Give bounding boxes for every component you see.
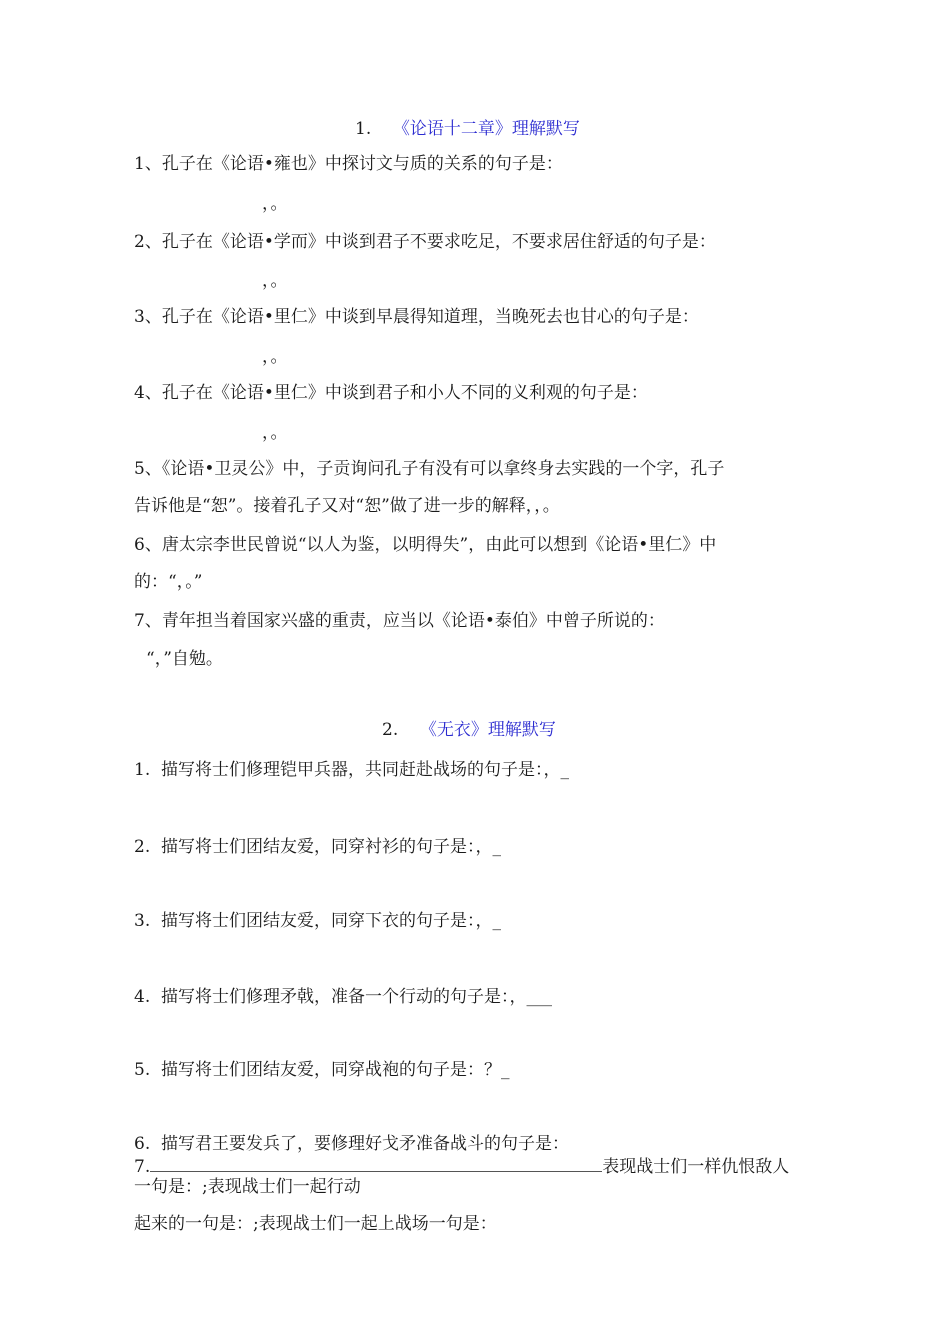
s1-a5: 告诉他是“恕”。接着孔子又对“恕”做了进一步的解释，，。 <box>134 496 560 516</box>
s1-q3: 3、孔子在《论语•里仁》中谈到早晨得知道理，当晚死去也甘心的句子是： <box>134 307 699 327</box>
s1-q2: 2、孔子在《论语•学而》中谈到君子不要求吃足，不要求居住舒适的句子是： <box>134 232 716 252</box>
s1-q4: 4、孔子在《论语•里仁》中谈到君子和小人不同的义利观的句子是： <box>134 383 648 403</box>
section2-title: 《无衣》理解默写 <box>419 720 556 740</box>
s1-a7: “，”自勉。 <box>146 649 223 669</box>
s2-q3: 3. 描写将士们团结友爱，同穿下衣的句子是：，_ <box>134 911 502 931</box>
s2-q7-after-blank: 表现战士们一样仇恨敌人 <box>602 1157 790 1177</box>
s2-q7-prefix: 7. <box>134 1157 151 1177</box>
s1-a6: 的：“，。” <box>134 572 203 592</box>
answer-blank <box>150 1155 602 1172</box>
s1-a3: ，。 <box>262 347 288 367</box>
s1-a1: ，。 <box>262 194 288 214</box>
s1-a4: ，。 <box>262 423 288 443</box>
s2-q1: 1. 描写将士们修理铠甲兵器，共同赶赴战场的句子是：，_ <box>134 760 570 780</box>
s2-q7-line1 <box>134 1155 789 1178</box>
section1-title: 《论语十二章》理解默写 <box>392 119 580 139</box>
s1-q6: 6、唐太宗李世民曾说“以人为鉴，以明得失”，由此可以想到《论语•里仁》中 <box>134 535 717 555</box>
s2-q2: 2. 描写将士们团结友爱，同穿衬衫的句子是：，_ <box>134 837 502 857</box>
section1-heading <box>355 118 580 140</box>
section2-heading <box>382 719 556 741</box>
s2-q6: 6. 描写君王要发兵了，要修理好戈矛准备战斗的句子是： <box>134 1134 570 1154</box>
s2-q5: 5. 描写将士们团结友爱，同穿战袍的句子是：？_ <box>134 1060 510 1080</box>
s1-a2: ，。 <box>262 271 288 291</box>
s2-q7-line3: 起来的一句是：;表现战士们一起上战场一句是： <box>134 1214 497 1234</box>
section1-number: 1. <box>355 119 372 139</box>
s1-q1: 1、孔子在《论语•雍也》中探讨文与质的关系的句子是： <box>134 154 563 174</box>
s1-q5: 5、《论语•卫灵公》中，子贡询问孔子有没有可以拿终身去实践的一个字，孔子 <box>134 459 725 479</box>
s2-q4: 4. 描写将士们修理矛戟，准备一个行动的句子是：，___ <box>134 987 553 1007</box>
s2-q7-line2: 一句是：;表现战士们一起行动 <box>134 1177 361 1197</box>
section2-number: 2. <box>382 720 399 740</box>
s1-q7: 7、青年担当着国家兴盛的重责，应当以《论语•泰伯》中曾子所说的： <box>134 611 665 631</box>
